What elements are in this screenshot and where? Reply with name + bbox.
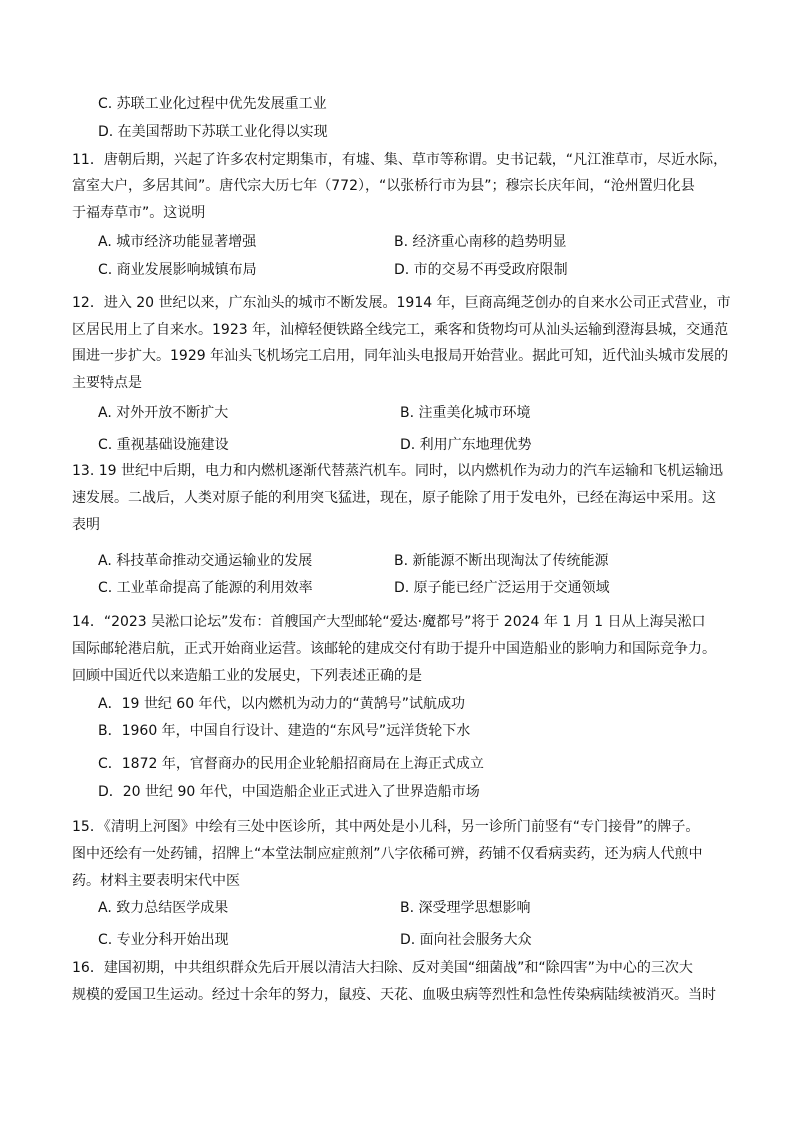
q14-stem-line-2: 国际邮轮港启航，正式开始商业运营。该邮轮的建成交付有助于提升中国造船业的影响力和国际竞争力。 — [72, 641, 716, 657]
q11-option-b: B. 经济重心南移的趋势明显 — [394, 234, 567, 250]
q12-option-c: C. 重视基础设施建设 — [98, 437, 229, 453]
q16-stem-line-2: 规模的爱国卫生运动。经过十余年的努力，鼠疫、天花、血吸虫病等烈性和急性传染病陆续被消灭。当时 — [72, 987, 716, 1003]
q12-stem-line-1: 12．进入 20 世纪以来，广东汕头的城市不断发展。1914 年，巨商高绳芝创办的自来水公司正式营业，市 — [72, 295, 731, 311]
q15-option-c: C. 专业分科开始出现 — [98, 932, 229, 948]
q14-option-d: D．20 世纪 90 年代，中国造船企业正式进入了世界造船市场 — [98, 784, 480, 800]
q15-option-d: D. 面向社会服务大众 — [400, 932, 532, 948]
q12-option-d: D. 利用广东地理优势 — [400, 437, 532, 453]
q13-option-a: A. 科技革命推动交通运输业的发展 — [98, 553, 313, 569]
q14-option-a: A．19 世纪 60 年代，以内燃机为动力的“黄鹄号”试航成功 — [98, 696, 466, 712]
q15-stem-line-1: 15．《清明上河图》中绘有三处中医诊所，其中两处是小儿科，另一诊所门前竖有“专门接骨”的牌子。 — [72, 819, 700, 835]
q12-stem-line-2: 区居民用上了自来水。1923 年，汕樟轻便铁路全线完工，乘客和货物均可从汕头运输到澄海县城，交通范 — [72, 322, 729, 338]
q13-stem-line-1: 13. 19 世纪中后期，电力和内燃机逐渐代替蒸汽机车。同时，以内燃机作为动力的汽车运输和飞机运输迅 — [72, 463, 723, 479]
q15-stem-line-3: 药。材料主要表明宋代中医 — [72, 873, 240, 889]
q13-option-c: C. 工业革命提高了能源的利用效率 — [98, 580, 313, 596]
q16-stem-line-1: 16．建国初期，中共组织群众先后开展以清洁大扫除、反对美国“细菌战”和“除四害”为中心的三次大 — [72, 960, 693, 976]
q11-option-c: C. 商业发展影响城镇布局 — [98, 262, 257, 278]
q10-option-d: D. 在美国帮助下苏联工业化得以实现 — [98, 124, 328, 140]
q12-option-a: A. 对外开放不断扩大 — [98, 405, 229, 421]
q14-option-c: C．1872 年，官督商办的民用企业轮船招商局在上海正式成立 — [98, 756, 484, 772]
q11-stem-line-2: 富室大户，多居其间”。唐代宗大历七年（772），“以张桥行市为县”；穆宗长庆年间，“沧州置归化县 — [72, 178, 695, 194]
q11-option-d: D. 市的交易不再受政府限制 — [394, 262, 568, 278]
q14-stem-line-1: 14．“2023 吴淞口论坛”发布：首艘国产大型邮轮“爱达·魔都号”将于 2024 年 1 月 1 日从上海吴淞口 — [72, 614, 706, 630]
q12-stem-line-3: 围进一步扩大。1929 年汕头飞机场完工启用，同年汕头电报局开始营业。据此可知，近代汕头城市发展的 — [72, 348, 729, 364]
q14-stem-line-3: 回顾中国近代以来造船工业的发展史，下列表述正确的是 — [72, 668, 422, 684]
q14-option-b: B．1960 年，中国自行设计、建造的“东风号”远洋货轮下水 — [98, 723, 471, 739]
q13-option-b: B. 新能源不断出现淘汰了传统能源 — [394, 553, 609, 569]
q11-stem-line-3: 于福寿草市”。这说明 — [72, 205, 206, 221]
q12-stem-line-4: 主要特点是 — [72, 375, 142, 391]
q15-option-b: B. 深受理学思想影响 — [400, 900, 531, 916]
q10-option-c: C. 苏联工业化过程中优先发展重工业 — [98, 96, 327, 112]
q15-option-a: A. 致力总结医学成果 — [98, 900, 229, 916]
q11-option-a: A. 城市经济功能显著增强 — [98, 234, 257, 250]
q11-stem-line-1: 11．唐朝后期，兴起了许多农村定期集市，有墟、集、草市等称谓。史书记载，“凡江淮草市，尽近水际， — [72, 152, 728, 168]
q12-option-b: B. 注重美化城市环境 — [400, 405, 531, 421]
q15-stem-line-2: 图中还绘有一处药铺，招牌上“本堂法制应症煎剂”八字依稀可辨，药铺不仅看病卖药，还为病人代煎中 — [72, 846, 703, 862]
q13-stem-line-2: 速发展。二战后，人类对原子能的利用突飞猛进，现在，原子能除了用于发电外，已经在海运中采用。这 — [72, 490, 716, 506]
q13-stem-line-3: 表明 — [72, 517, 100, 533]
q13-option-d: D. 原子能已经广泛运用于交通领域 — [394, 580, 610, 596]
